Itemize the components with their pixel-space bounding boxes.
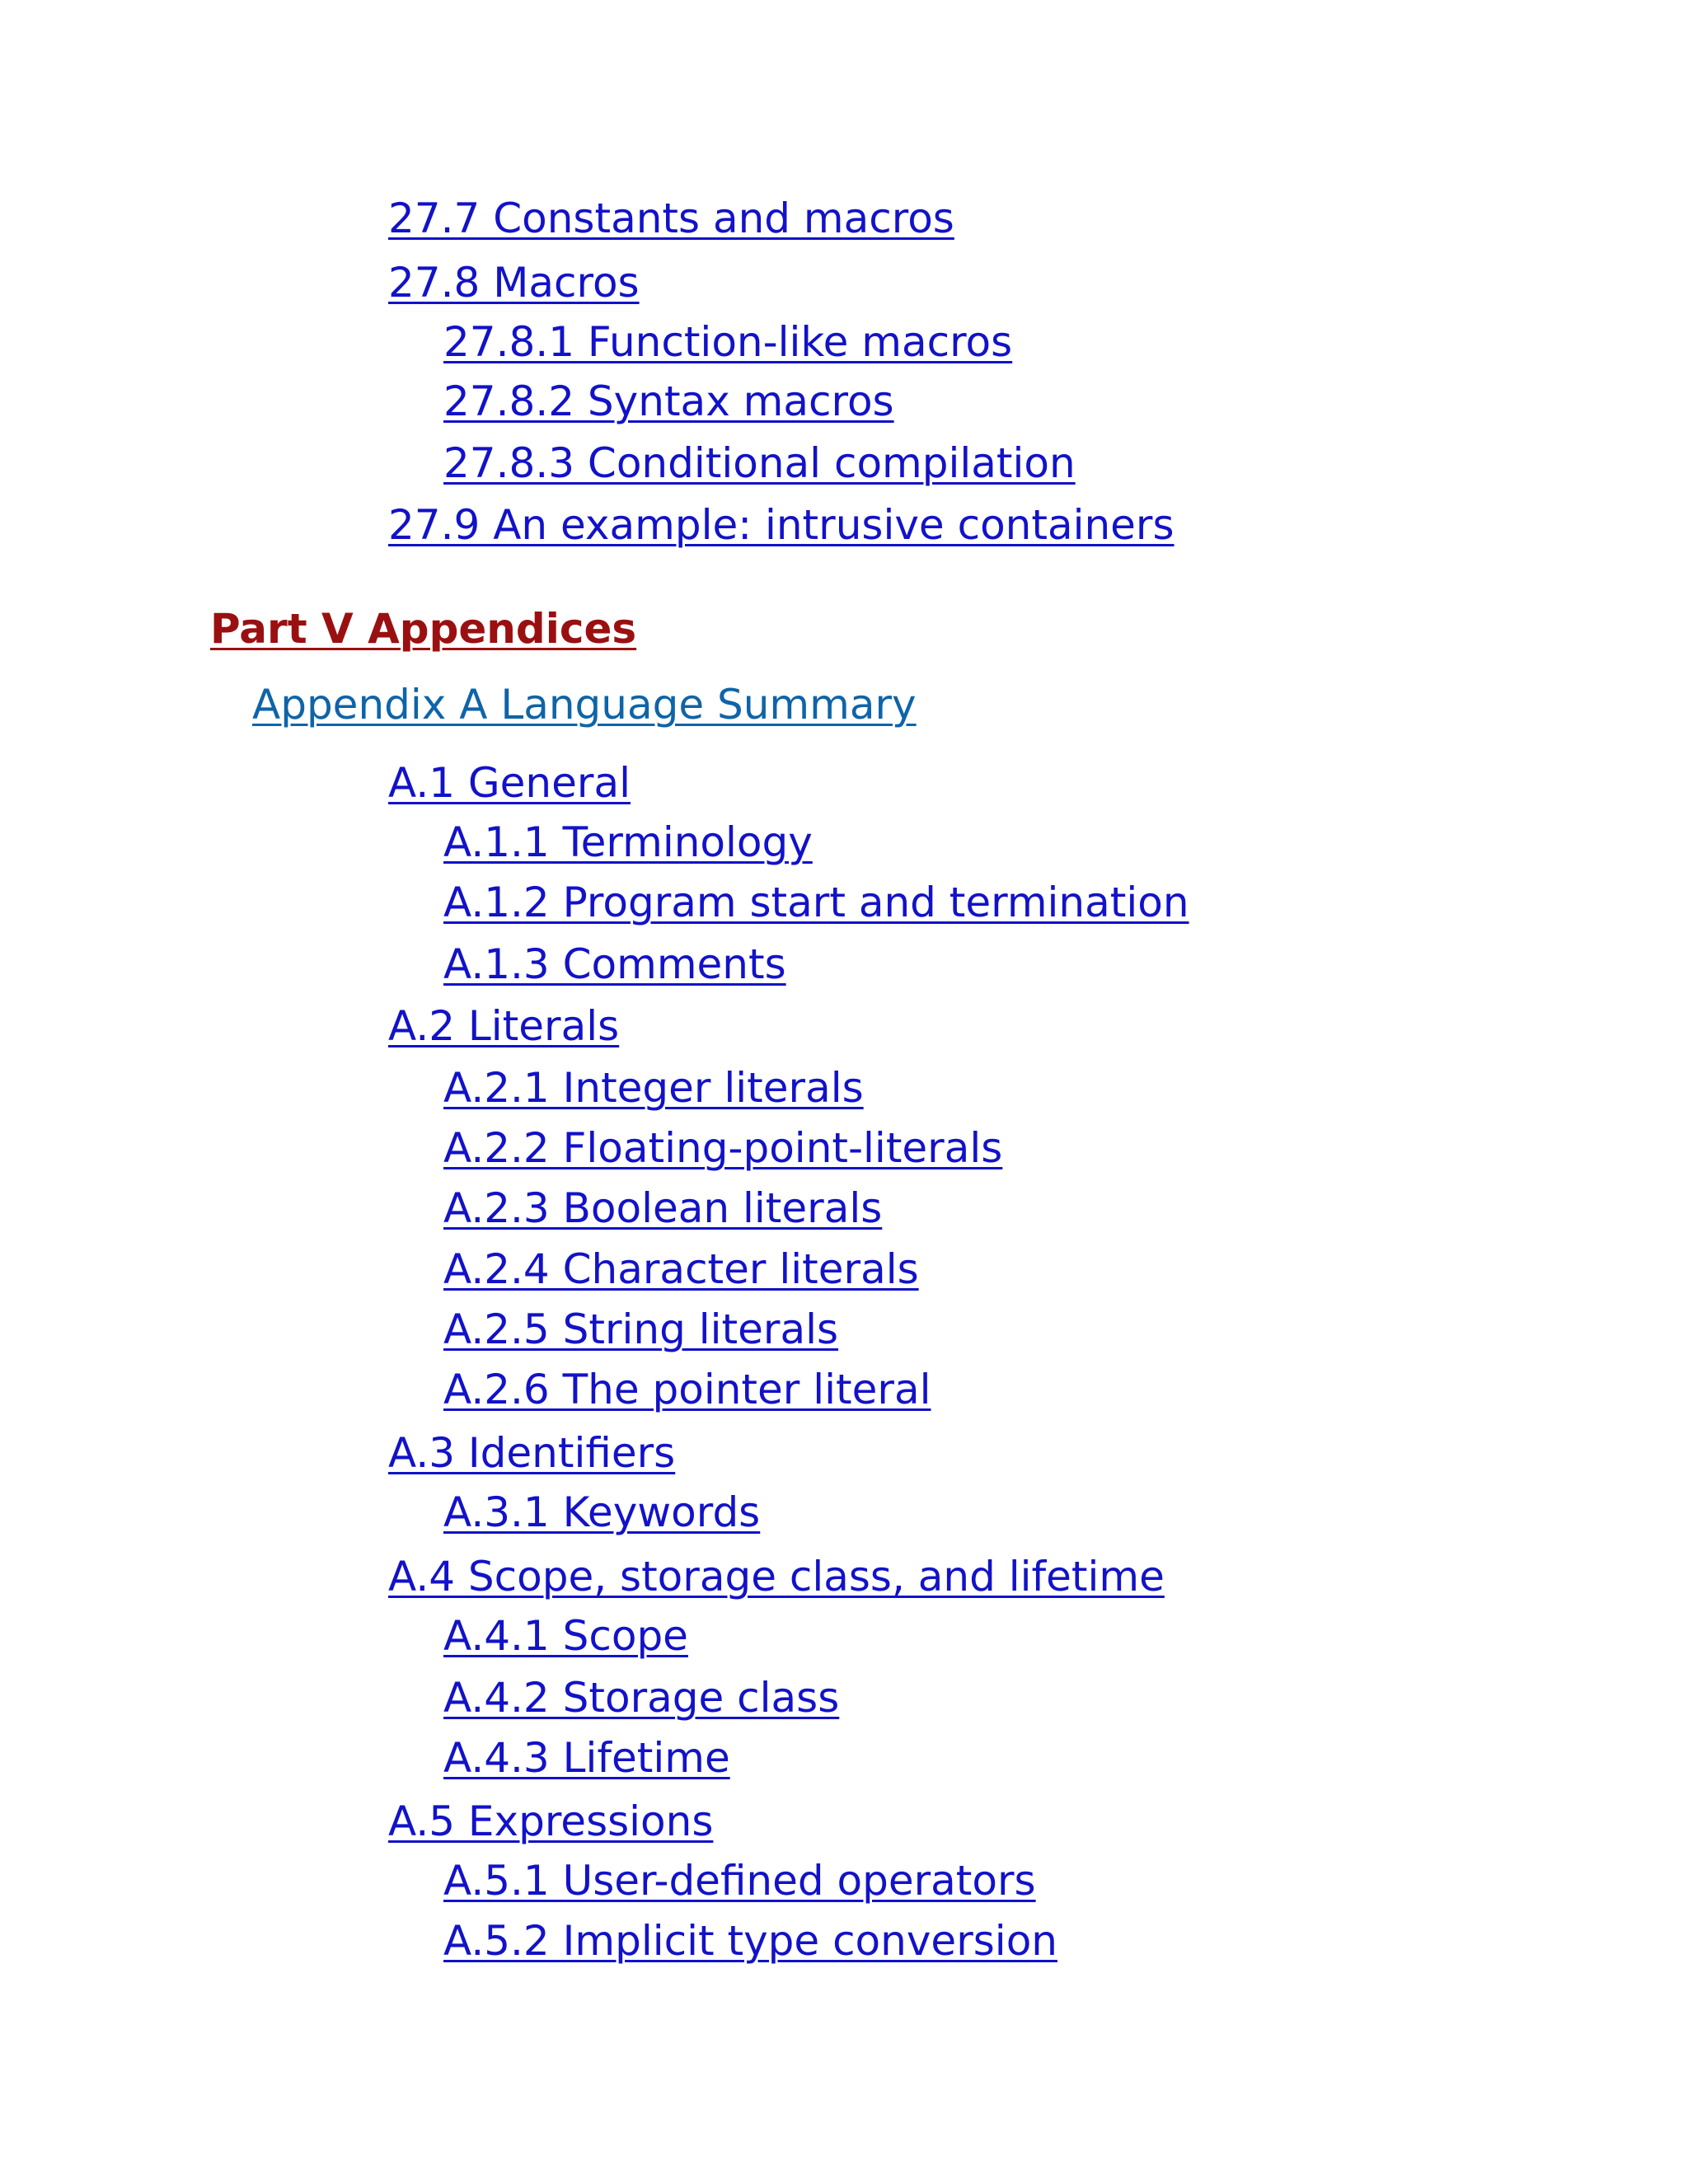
toc-link-a-4-3[interactable]: A.4.3 Lifetime <box>443 1734 730 1782</box>
toc-link-27-8-1[interactable]: 27.8.1 Function-like macros <box>443 318 1013 366</box>
toc-link-a-2-6[interactable]: A.2.6 The pointer literal <box>443 1366 931 1413</box>
toc-link-a-5[interactable]: A.5 Expressions <box>388 1797 714 1845</box>
toc-link-part-v[interactable]: Part V Appendices <box>210 605 637 653</box>
toc-link-a-3[interactable]: A.3 Identifiers <box>388 1429 676 1477</box>
toc-link-27-8-3[interactable]: 27.8.3 Conditional compilation <box>443 439 1076 487</box>
toc-link-27-9[interactable]: 27.9 An example: intrusive containers <box>388 501 1175 549</box>
toc-link-a-4[interactable]: A.4 Scope, storage class, and lifetime <box>388 1553 1165 1601</box>
toc-link-a-2[interactable]: A.2 Literals <box>388 1002 620 1050</box>
toc-link-a-2-5[interactable]: A.2.5 String literals <box>443 1305 839 1353</box>
toc-link-a-2-1[interactable]: A.2.1 Integer literals <box>443 1064 864 1112</box>
toc-link-appendix-a[interactable]: Appendix A Language Summary <box>252 681 917 729</box>
toc-link-27-8[interactable]: 27.8 Macros <box>388 259 640 307</box>
toc-link-a-5-2[interactable]: A.5.2 Implicit type conversion <box>443 1917 1057 1965</box>
toc-link-a-2-2[interactable]: A.2.2 Floating-point-literals <box>443 1124 1003 1172</box>
toc-link-a-1-1[interactable]: A.1.1 Terminology <box>443 818 813 866</box>
toc-link-a-1-2[interactable]: A.1.2 Program start and termination <box>443 879 1189 926</box>
toc-link-a-2-3[interactable]: A.2.3 Boolean literals <box>443 1184 883 1232</box>
toc-link-a-1[interactable]: A.1 General <box>388 759 631 807</box>
toc-link-27-8-2[interactable]: 27.8.2 Syntax macros <box>443 377 894 425</box>
toc-link-a-1-3[interactable]: A.1.3 Comments <box>443 940 786 988</box>
toc-link-a-2-4[interactable]: A.2.4 Character literals <box>443 1245 919 1293</box>
toc-link-a-4-1[interactable]: A.4.1 Scope <box>443 1612 688 1660</box>
toc-link-27-7[interactable]: 27.7 Constants and macros <box>388 194 954 242</box>
toc-link-a-4-2[interactable]: A.4.2 Storage class <box>443 1674 840 1722</box>
toc-link-a-3-1[interactable]: A.3.1 Keywords <box>443 1488 761 1536</box>
toc-link-a-5-1[interactable]: A.5.1 User-defined operators <box>443 1857 1036 1905</box>
